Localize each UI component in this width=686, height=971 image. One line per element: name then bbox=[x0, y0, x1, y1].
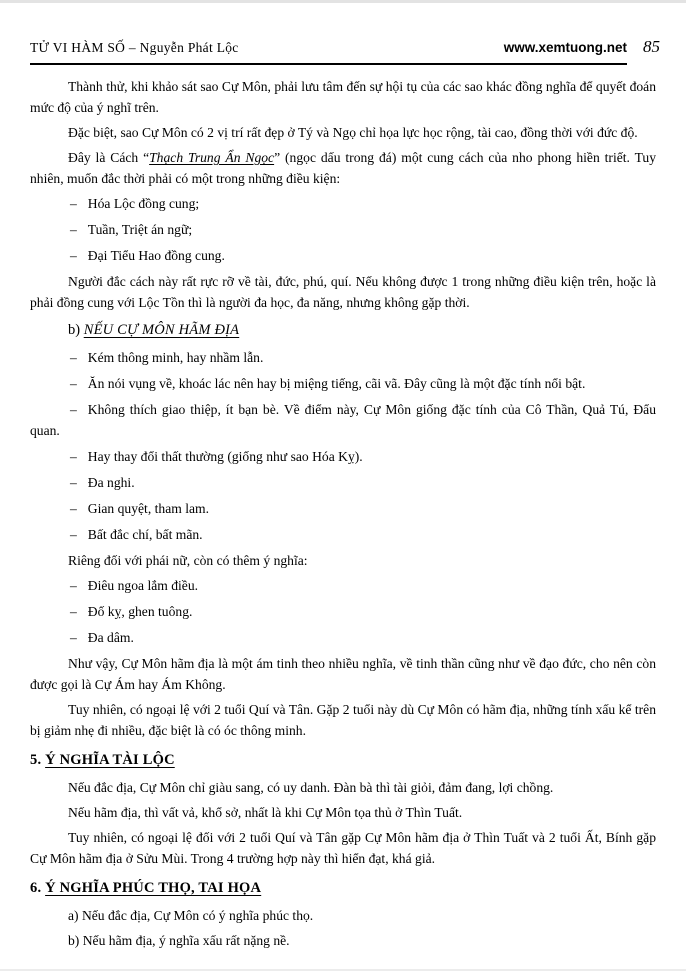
website-link[interactable]: www.xemtuong.net bbox=[503, 40, 627, 55]
list-item bbox=[30, 373, 656, 394]
dash-bullet-icon: – bbox=[70, 501, 77, 516]
list-item-text: Ăn nói vụng về, khoác lác nên hay bị miệng tiếng, cãi vã. Đây cũng là một đặc tính nổi bật. bbox=[87, 376, 586, 391]
cach-suffix: ” (ngọc dấu trong đá) một cung cách của nho phong hiền triết. Tuy nhiên, muốn đắc thời phải có một trong những điều kiện: bbox=[30, 150, 657, 186]
list-item bbox=[30, 524, 656, 545]
dash-bullet-icon: – bbox=[70, 350, 77, 365]
dash-bullet-icon: – bbox=[70, 527, 77, 542]
cach-term: Thạch Trung Ẩn Ngọc bbox=[149, 150, 275, 165]
page-body bbox=[0, 65, 686, 951]
list-item bbox=[30, 219, 656, 240]
dash-bullet-icon: – bbox=[70, 449, 77, 464]
dash-bullet-icon: – bbox=[70, 196, 77, 211]
list-item bbox=[30, 399, 656, 441]
list-item bbox=[30, 575, 656, 596]
list-item-text: Tuần, Triệt án ngữ; bbox=[87, 222, 193, 237]
list-item-text: Điêu ngoa lắm điều. bbox=[87, 578, 199, 593]
paragraph-am-tinh: Như vậy, Cự Môn hãm địa là một ám tinh theo nhiều nghĩa, về tinh thần cũng như về đạo đức, cho nên còn được gọi là Cự Ám hay Ám Không. bbox=[30, 656, 656, 692]
section-heading-6 bbox=[30, 878, 656, 899]
subheading-label: b) bbox=[68, 322, 84, 338]
book-title: TỬ VI HÀM SỐ – Nguyễn Phát Lộc bbox=[30, 40, 239, 55]
list-item-text: Đa dâm. bbox=[87, 630, 134, 645]
dash-bullet-icon: – bbox=[70, 248, 77, 263]
subheading-title: NẾU CỰ MÔN HÃM ĐỊA bbox=[83, 322, 240, 338]
heading-title: Ý NGHĨA TÀI LỘC bbox=[45, 752, 175, 768]
heading-number: 5. bbox=[30, 752, 46, 768]
list-item bbox=[30, 601, 656, 622]
list-item-text: Hóa Lộc đồng cung; bbox=[87, 196, 200, 211]
dash-bullet-icon: – bbox=[70, 578, 77, 593]
section-heading-5 bbox=[30, 750, 656, 771]
dash-bullet-icon: – bbox=[70, 475, 77, 490]
paragraph-tailoc-dac: Nếu đắc địa, Cự Môn chỉ giàu sang, có uy danh. Đàn bà thì tài giỏi, đảm đang, lợi chồng. bbox=[68, 780, 554, 795]
subheading-b bbox=[30, 320, 656, 341]
dash-bullet-icon: – bbox=[70, 604, 77, 619]
page-header bbox=[0, 3, 686, 65]
list-item-text: Đố kỵ, ghen tuông. bbox=[87, 604, 193, 619]
paragraph-positions: Đặc biệt, sao Cự Môn có 2 vị trí rất đẹp ở Tý và Ngọ chỉ họa lực học rộng, tài cao, đồng thời với đức độ. bbox=[68, 125, 638, 140]
dash-bullet-icon: – bbox=[70, 630, 77, 645]
paragraph-female-intro: Riêng đối với phái nữ, còn có thêm ý nghĩa: bbox=[68, 553, 308, 568]
paragraph-tailoc-ham: Nếu hãm địa, thì vất vả, khổ sở, nhất là khi Cự Môn tọa thủ ở Thìn Tuất. bbox=[68, 805, 463, 820]
list-item bbox=[30, 498, 656, 519]
paragraph-exception: Tuy nhiên, có ngoại lệ với 2 tuổi Quí và Tân. Gặp 2 tuổi này dù Cự Môn có hãm địa, những tính xấu kể trên bị giảm nhẹ đi nhiều, đặc biệt là có óc thông minh. bbox=[30, 702, 656, 738]
list-item-text: Bất đắc chí, bất mãn. bbox=[87, 527, 203, 542]
list-item bbox=[30, 627, 656, 648]
paragraph-phuctho-a: a) Nếu đắc địa, Cự Môn có ý nghĩa phúc thọ. bbox=[68, 908, 314, 923]
paragraph-tailoc-exception: Tuy nhiên, có ngoại lệ đối với 2 tuổi Quí và Tân gặp Cự Môn hãm địa ở Thìn Tuất và 2 tuổi Ất, Bính gặp Cự Môn hãm địa ở Sửu Mùi. Trong 4 trường hợp này thì hiển đạt, khá giả. bbox=[30, 830, 656, 866]
cach-prefix: Đây là Cách “ bbox=[68, 150, 150, 165]
list-item bbox=[30, 347, 656, 368]
paragraph-cach bbox=[30, 147, 656, 189]
paragraph-survey: Thành thử, khi khảo sát sao Cự Môn, phải lưu tâm đến sự hội tụ của các sao khác đồng nghĩa để quyết đoán mức độ của ý nghĩ trên. bbox=[30, 79, 656, 115]
heading-title: Ý NGHĨA PHÚC THỌ, TAI HỌA bbox=[45, 880, 262, 896]
header-rule bbox=[30, 40, 627, 65]
list-item-text: Đại Tiểu Hao đồng cung. bbox=[87, 248, 225, 263]
dash-bullet-icon: – bbox=[70, 222, 77, 237]
page-number: 85 bbox=[643, 37, 660, 56]
paragraph-dac-cach: Người đắc cách này rất rực rỡ về tài, đức, phú, quí. Nếu không được 1 trong những điều kiện trên, hoặc là phải đồng cung với Lộc Tồn thì là người đa học, đa năng, nhưng không gặp thời. bbox=[30, 274, 656, 310]
list-item bbox=[30, 193, 656, 214]
heading-number: 6. bbox=[30, 880, 46, 896]
list-item bbox=[30, 446, 656, 467]
dash-bullet-icon: – bbox=[70, 402, 77, 417]
list-item-text: Hay thay đổi thất thường (giống như sao Hóa Kỵ). bbox=[87, 449, 363, 464]
list-item-text: Gian quyệt, tham lam. bbox=[87, 501, 209, 516]
list-item bbox=[30, 472, 656, 493]
list-item-text: Kém thông minh, hay nhầm lẫn. bbox=[87, 350, 264, 365]
list-item-text: Đa nghi. bbox=[87, 475, 135, 490]
paragraph-phuctho-b: b) Nếu hãm địa, ý nghĩa xấu rất nặng nề. bbox=[68, 933, 290, 948]
dash-bullet-icon: – bbox=[70, 376, 77, 391]
list-item bbox=[30, 245, 656, 266]
list-item-text: Không thích giao thiệp, ít bạn bè. Về điểm này, Cự Môn giống đặc tính của Cô Thần, Quả Tú, Đẩu quan. bbox=[30, 402, 656, 438]
